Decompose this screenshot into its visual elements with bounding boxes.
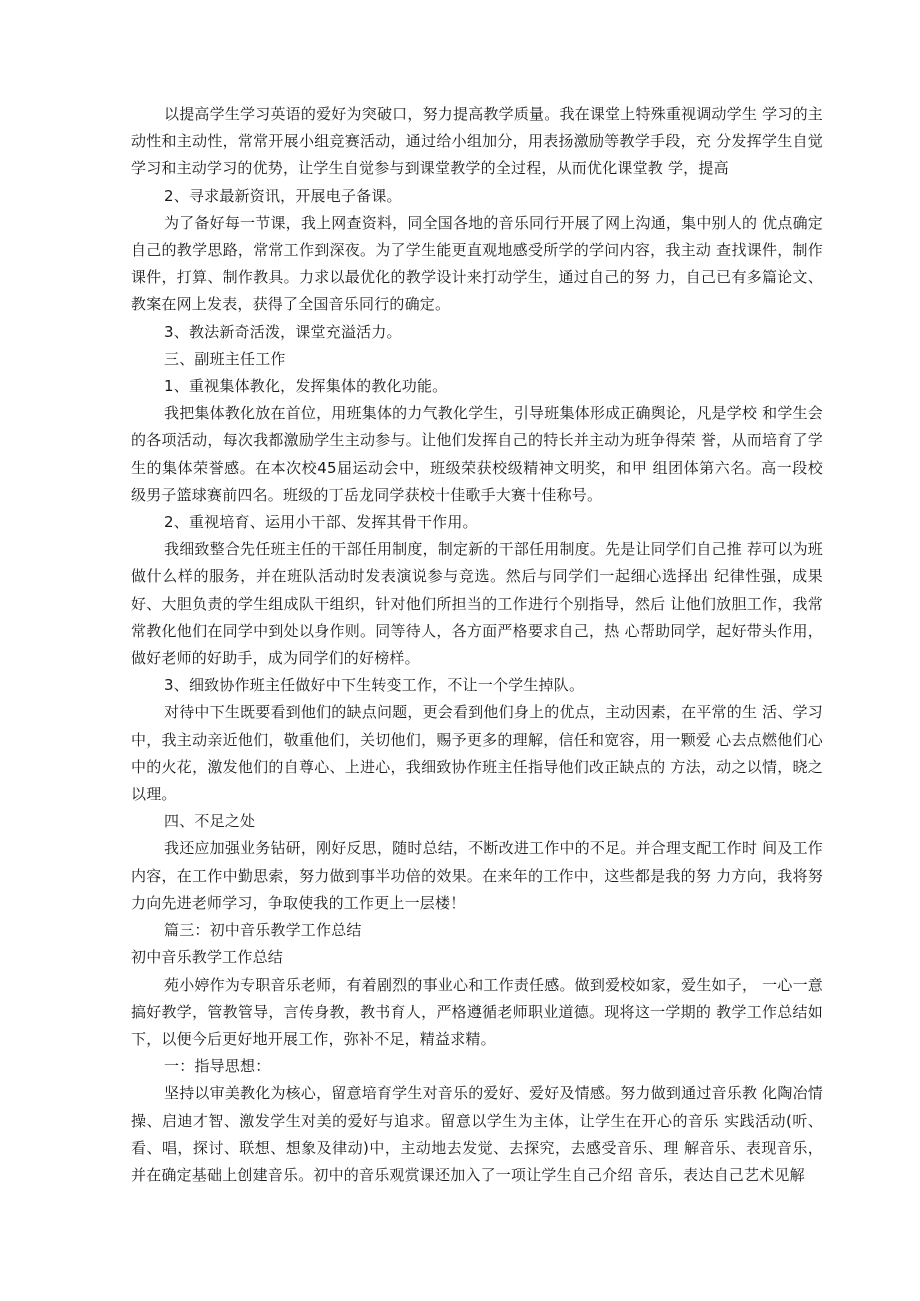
heading-student-cadres: 2、重视培育、运用小干部、发挥其骨干作用。 <box>164 513 478 532</box>
paragraph-struggling-students: 对待中下生既要看到他们的缺点问题，更会看到他们身上的优点，主动因素，在平常的生 活、学习中，我主动亲近他们，敬重他们，关切他们，赐予更多的理解，信任和宽容，用一颗爱 心去点燃他们心中的火花，激发他们的自尊心、上进心，我细致协作班主任指导他们改正缺点的 方法，动之以情，晓之以理。 <box>131 703 823 804</box>
heading-shortcomings: 四、不足之处 <box>164 812 256 831</box>
document-title-music-summary: 初中音乐教学工作总结 <box>131 948 284 967</box>
paragraph-english-interest: 以提高学生学习英语的爱好为突破口，努力提高教学质量。我在课堂上特殊重视调动学生 学习的主动性和主动性，常常开展小组竞赛活动，通过给小组加分，用表扬激励等教学手段，充 分发挥学生自觉学习和主动学习的优势，让学生自觉参与到课堂教学的全过程，从而优化课堂教 学，提高 <box>131 105 823 178</box>
paragraph-lesson-prep: 为了备好每一节课，我上网查资料，同全国各地的音乐同行开展了网上沟通，集中别人的 优点确定自己的教学思路，常常工作到深夜。为了学生能更直观地感受所学的学问内容，我主动 查找课件，制作课件，打算、制作教具。力求以最优化的教学设计来打动学生，通过自己的努 力，自己已有多篇论文、教案在网上发表，获得了全国音乐同行的确定。 <box>131 213 823 314</box>
heading-struggling-students: 3、细致协作班主任做好中下生转变工作，不让一个学生掉队。 <box>164 676 585 695</box>
heading-guiding-ideology: 一：指导思想： <box>164 1057 271 1076</box>
paragraph-guiding-ideology: 坚持以审美教化为核心，留意培育学生对音乐的爱好、爱好及情感。努力做到通过音乐教 化陶冶情操、启迪才智、激发学生对美的爱好与追求。留意以学生为主体，让学生在开心的音乐 实践活动(听、看、唱，探讨、联想、想象及律动)中，主动地去发觉、去探究，去感受音乐、理 解音乐、表现音乐，并在确定基础上创建音乐。初中的音乐观赏课还加入了一项让学生自己介绍 音乐，表达自己艺术见解 <box>131 1084 823 1184</box>
heading-part-three: 篇三：初中音乐教学工作总结 <box>164 921 362 940</box>
paragraph-teacher-intro: 苑小婷作为专职音乐老师，有着剧烈的事业心和工作责任感。做到爱校如家，爱生如子， 一心一意搞好教学，管教管导，言传身教，教书育人，严格遵循老师职业道德。现将这一学期的 教学工作总结如下，以便今后更好地开展工作，弥补不足，精益求精。 <box>131 975 823 1048</box>
document-page <box>131 101 823 1189</box>
paragraph-student-cadres: 我细致整合先任班主任的干部任用制度，制定新的干部任用制度。先是让同学们自己推 荐可以为班做什么样的服务，并在班队活动时发表演说参与竞选。然后与同学们一起细心选择出 纪律性强，成果好、大胆负责的学生组成队干组织，针对他们所担当的工作进行个别指导，然后 让他们放胆工作，我常常教化他们在同学中到处以身作则。同等待人，各方面严格要求自己，热 心帮助同学，起好带头作用，做好老师的好助手，成为同学们的好榜样。 <box>131 540 823 668</box>
heading-collective-education: 1、重视集体教化，发挥集体的教化功能。 <box>164 377 448 396</box>
heading-assistant-head-teacher: 三、副班主任工作 <box>164 349 286 368</box>
paragraph-shortcomings: 我还应加强业务钻研，刚好反思，随时总结，不断改进工作中的不足。并合理支配工作时 间及工作内容，在工作中勤思索，努力做到事半功倍的效果。在来年的工作中，这些都是我的努 力方向，我将努力向先进老师学习，争取使我的工作更上一层楼！ <box>131 839 823 912</box>
paragraph-collective-education: 我把集体教化放在首位，用班集体的力气教化学生，引导班集体形成正确舆论，凡是学校 和学生会的各项活动，每次我都激励学生主动参与。让他们发挥自己的特长并主动为班争得荣 誉，从而培育了学生的集体荣誉感。在本次校45届运动会中，班级荣获校级精神文明奖，和甲 组团体第六名。高一段校级男子篮球赛前四名。班级的丁岳龙同学获校十佳歌手大赛十佳称号。 <box>131 404 823 504</box>
heading-teaching-methods: 3、教法新奇活泼，课堂充溢活力。 <box>164 322 402 341</box>
heading-electronic-lesson-prep: 2、寻求最新资讯，开展电子备课。 <box>164 186 402 205</box>
